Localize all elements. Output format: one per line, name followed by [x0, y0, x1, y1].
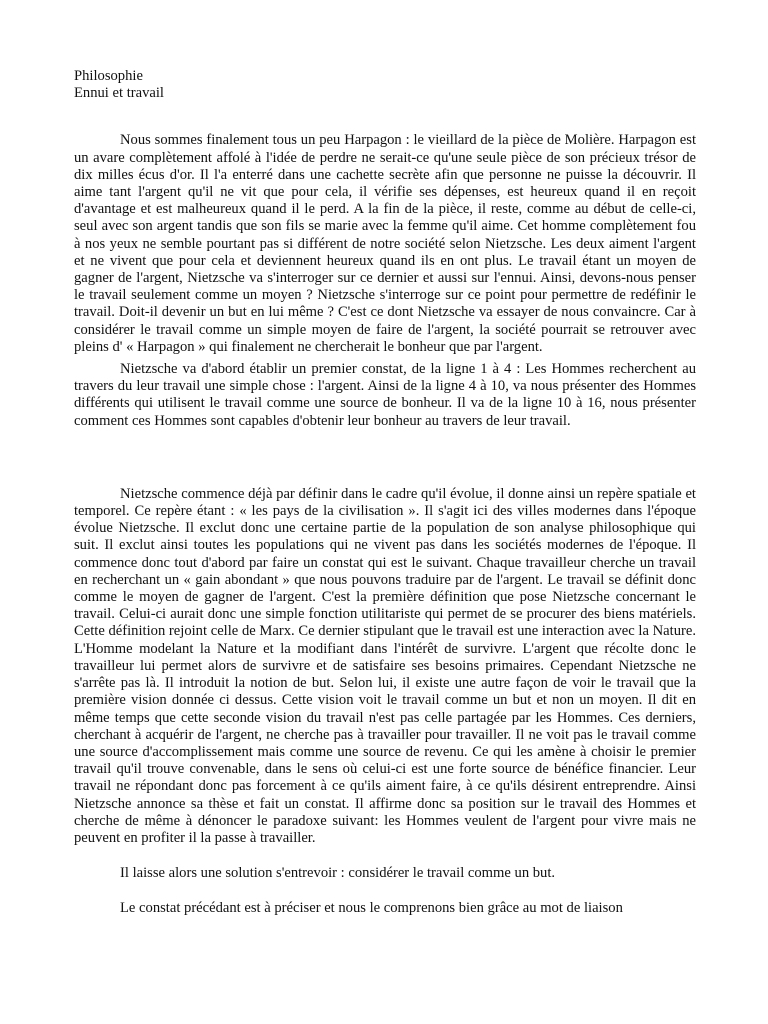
spacer	[74, 102, 696, 132]
paragraph-continuation: Le constat précédant est à préciser et nous le comprenons bien grâce au mot de liaison	[120, 900, 623, 917]
spacer	[74, 847, 696, 865]
document-page	[74, 68, 696, 918]
paragraph-introduction: Nous sommes finalement tous un peu Harpagon : le vieillard de la pièce de Molière. Harpagon est un avare complètement affolé à l'idée de perdre ne serait-ce qu'une seule pièce de son précieux trésor de dix milles écus d'or. Il l'a enterré dans une cachette secrète afin que personne ne puisse la découvrir. Il aime tant l'argent qu'il ne vit que pour cela, il vérifie ses dépenses, est heureux quand il en reçoit d'avantage et est malheureux quand il le perd. A la fin de la pièce, il reste, comme au début de celle-ci, seul avec son argent tandis que son fils se marie avec la femme qu'il aime. Cet homme complètement fou à nos yeux ne semble pourtant pas si différent de notre société selon Nietzsche. Les deux aiment l'argent et ne vivent que pour cela et deviennent heureux quand ils en ont plus. Le travail étant un moyen de gagner de l'argent, Nietzsche va s'interroger sur ce dernier et aussi sur l'ennui. Ainsi, devons-nous penser le travail seulement comme un moyen ? Nietzsche s'interroge sur ce point pour permettre de redéfinir le travail. Doit-il devenir un but en lui même ? C'est ce dont Nietzsche va essayer de nous convaincre. Car à considérer le travail comme un simple moyen de faire de l'argent, la société pourrait se retrouver avec pleins d' « Harpagon » qui finalement ne chercherait le bonheur que par l'argent.	[74, 132, 696, 355]
paragraph-plan: Nietzsche va d'abord établir un premier constat, de la ligne 1 à 4 : Les Hommes recherchent au travers du leur travail une simple chose : l'argent. Ainsi de la ligne 4 à 10, va nous présenter des Hommes différents qui utilisent le travail comme une source de bonheur. Il va de la ligne 10 à 16, nous présenter comment ces Hommes sont capables d'obtenir leur bonheur au travers de leur travail.	[74, 361, 696, 429]
document-title: Ennui et travail	[74, 85, 164, 102]
spacer	[74, 430, 696, 486]
paragraph-analysis: Nietzsche commence déjà par définir dans le cadre qu'il évolue, il donne ainsi un repère spatiale et temporel. Ce repère étant : « les pays de la civilisation ». Il s'agit ici des villes modernes dans l'époque évolue Nietzsche. Il exclut donc une certaine partie de la population de son analyse philosophique qui suit. Il exclut ainsi toutes les populations qui ne vivent pas dans les sociétés modernes de l'époque. Il commence donc tout d'abord par faire un constat qui est le suivant. Chaque travailleur cherche un travail en recherchant un « gain abondant » que nous pouvons traduire par de l'argent. Le travail se définit donc comme le moyen de gagner de l'argent. C'est la première définition que pose Nietzsche concernant le travail. Celui-ci aurait donc une simple fonction utilitariste qui permet de se procurer des biens matériels. Cette définition rejoint celle de Marx. Ce dernier stipulant que le travail est une interaction avec la Nature. L'Homme modelant la Nature et la modifiant dans l'intérêt de survivre. L'argent que récolte donc le travailleur lui permet alors de survivre et de satisfaire ses besoins primaires. Cependant Nietzsche ne s'arrête pas là. Il introduit la notion de but. Selon lui, il existe une autre façon de voir le travail que la première vision donnée ci dessus. Cette vision voit le travail comme un but et non un moyen. Il dit en même temps que cette seconde vision du travail n'est pas celle partagée par les Hommes. Ces derniers, cherchant à acquérir de l'argent, ne cherche pas à travailler pour travailler. Il ne voit pas le travail comme une source d'accomplissement mais comme une source de revenu. Ce qui les amène à choisir le premier travail qu'il trouve convenable, dans le sens où celui-ci est une forte source de bénéfice financier. Leur travail ne répondant donc pas forcement à ce qu'ils aiment faire, à ce qu'ils désirent entreprendre. Ainsi Nietzsche annonce sa thèse et fait un constat. Il affirme donc sa position sur le travail des Hommes et cherche de même à dénoncer le paradoxe suivant: les Hommes veulent de l'argent pour vivre mais ne peuvent en profiter il la passe à travailler.	[74, 485, 696, 846]
paragraph-solution: Il laisse alors une solution s'entrevoir : considérer le travail comme un but.	[120, 865, 556, 882]
document-subject: Philosophie	[74, 68, 143, 84]
spacer	[74, 882, 696, 900]
